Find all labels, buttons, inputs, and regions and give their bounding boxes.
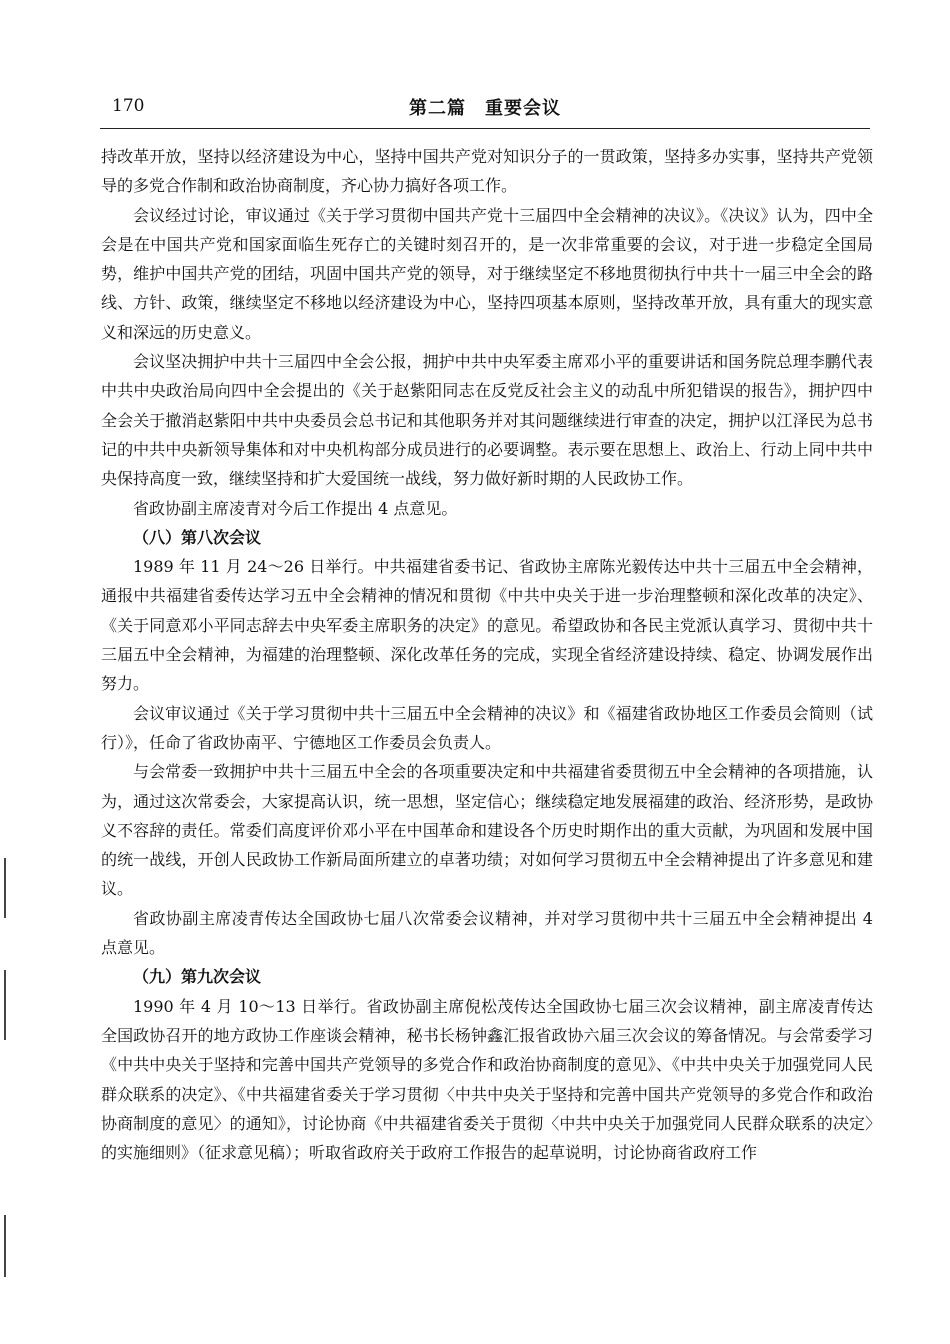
paragraph: 与会常委一致拥护中共十三届五中全会的各项重要决定和中共福建省委贯彻五中全会精神的各项措施，认为，通过这次常委会，大家提高认识，统一思想，坚定信心；继续稳定地发展福建的政治、经济形势，是政协义不容辞的责任。常委们高度评价邓小平在中国革命和建设各个历史时期作出的重大贡献，为巩固和发展中国的统一战线，开创人民政协工作新局面所建立的卓著功绩；对如何学习贯彻五中全会精神提出了许多意见和建议。 xyxy=(101,762,873,899)
paragraph: 1990 年 4 月 10～13 日举行。省政协副主席倪松茂传达全国政协七届三次会议精神，副主席凌青传达全国政协召开的地方政协工作座谈会精神，秘书长杨钟鑫汇报省政协六届三次会议的筹备情况。与会常委学习《中共中央关于坚持和完善中国共产党领导的多党合作和政治协商制度的意见》、《中共中央关于加强党同人民群众联系的决定》、《中共福建省委关于学习贯彻〈中共中央关于坚持和完善中国共产党领导的多党合作和政治协商制度的意见〉的通知》，讨论协商《中共福建省委关于贯彻〈中共中央关于加强党同人民群众联系的决定〉的实施细则》（征求意见稿）；听取省政府关于政府工作报告的起草说明，讨论协商省政府工作 xyxy=(101,996,873,1163)
paragraph: 持改革开放，坚持以经济建设为中心，坚持中国共产党对知识分子的一贯政策，坚持多办实事，坚持共产党领导的多党合作制和政治协商制度，齐心协力搞好各项工作。 xyxy=(101,147,873,196)
paragraph: 会议经过讨论，审议通过《关于学习贯彻中国共产党十三届四中全会精神的决议》。《决议》认为，四中全会是在中国共产党和国家面临生死存亡的关键时刻召开的，是一次非常重要的会议，对于进一步稳定全国局势，维护中国共产党的团结，巩固中国共产党的领导，对于继续坚定不移地贯彻执行中共十一届三中全会的路线、方针、政策，继续坚定不移地以经济建设为中心，坚持四项基本原则，坚持改革开放，具有重大的现实意义和深远的历史意义。 xyxy=(101,205,873,342)
paragraph: 1989 年 11 月 24～26 日举行。中共福建省委书记、省政协主席陈光毅传达中共十三届五中全会精神，通报中共福建省委传达学习五中全会精神的情况和贯彻《中共中央关于进一步治理整顿和深化改革的决定》、《关于同意邓小平同志辞去中央军委主席职务的决定》的意见。希望政协和各民主党派认真学习、贯彻中共十三届五中全会精神，为福建的治理整顿、深化改革任务的完成，实现全省经济建设持续、稳定、协调发展作出努力。 xyxy=(101,557,873,694)
scan-margin-line xyxy=(4,970,6,1040)
paragraph: 会议审议通过《关于学习贯彻中共十三届五中全会精神的决议》和《福建省政协地区工作委员会简则（试行）》，任命了省政协南平、宁德地区工作委员会负责人。 xyxy=(101,703,873,752)
page-header xyxy=(100,94,870,129)
paragraph: 省政协副主席凌青对今后工作提出 4 点意见。 xyxy=(133,498,458,518)
scan-margin-line xyxy=(4,1215,6,1277)
section-heading: （八）第八次会议 xyxy=(133,527,262,547)
scan-margin-line xyxy=(4,858,6,918)
paragraph: 会议坚决拥护中共十三届四中全会公报，拥护中共中央军委主席邓小平的重要讲话和国务院总理李鹏代表中共中央政治局向四中全会提出的《关于赵紫阳同志在反党反社会主义的动乱中所犯错误的报告》，拥护四中全会关于撤消赵紫阳中共中央委员会总书记和其他职务并对其问题继续进行审查的决定，拥护以江泽民为总书记的中共中央新领导集体和对中央机构部分成员进行的必要调整。表示要在思想上、政治上、行动上同中共中央保持高度一致，继续坚持和扩大爱国统一战线，努力做好新时期的人民政协工作。 xyxy=(101,352,873,489)
running-title: 第二篇 重要会议 xyxy=(409,98,561,119)
paragraph: 省政协副主席凌青传达全国政协七届八次常委会议精神，并对学习贯彻中共十三届五中全会精神提出 4 点意见。 xyxy=(101,908,873,958)
section-heading: （九）第九次会议 xyxy=(133,967,262,987)
body-text xyxy=(101,142,873,1167)
page-number: 170 xyxy=(112,96,145,116)
